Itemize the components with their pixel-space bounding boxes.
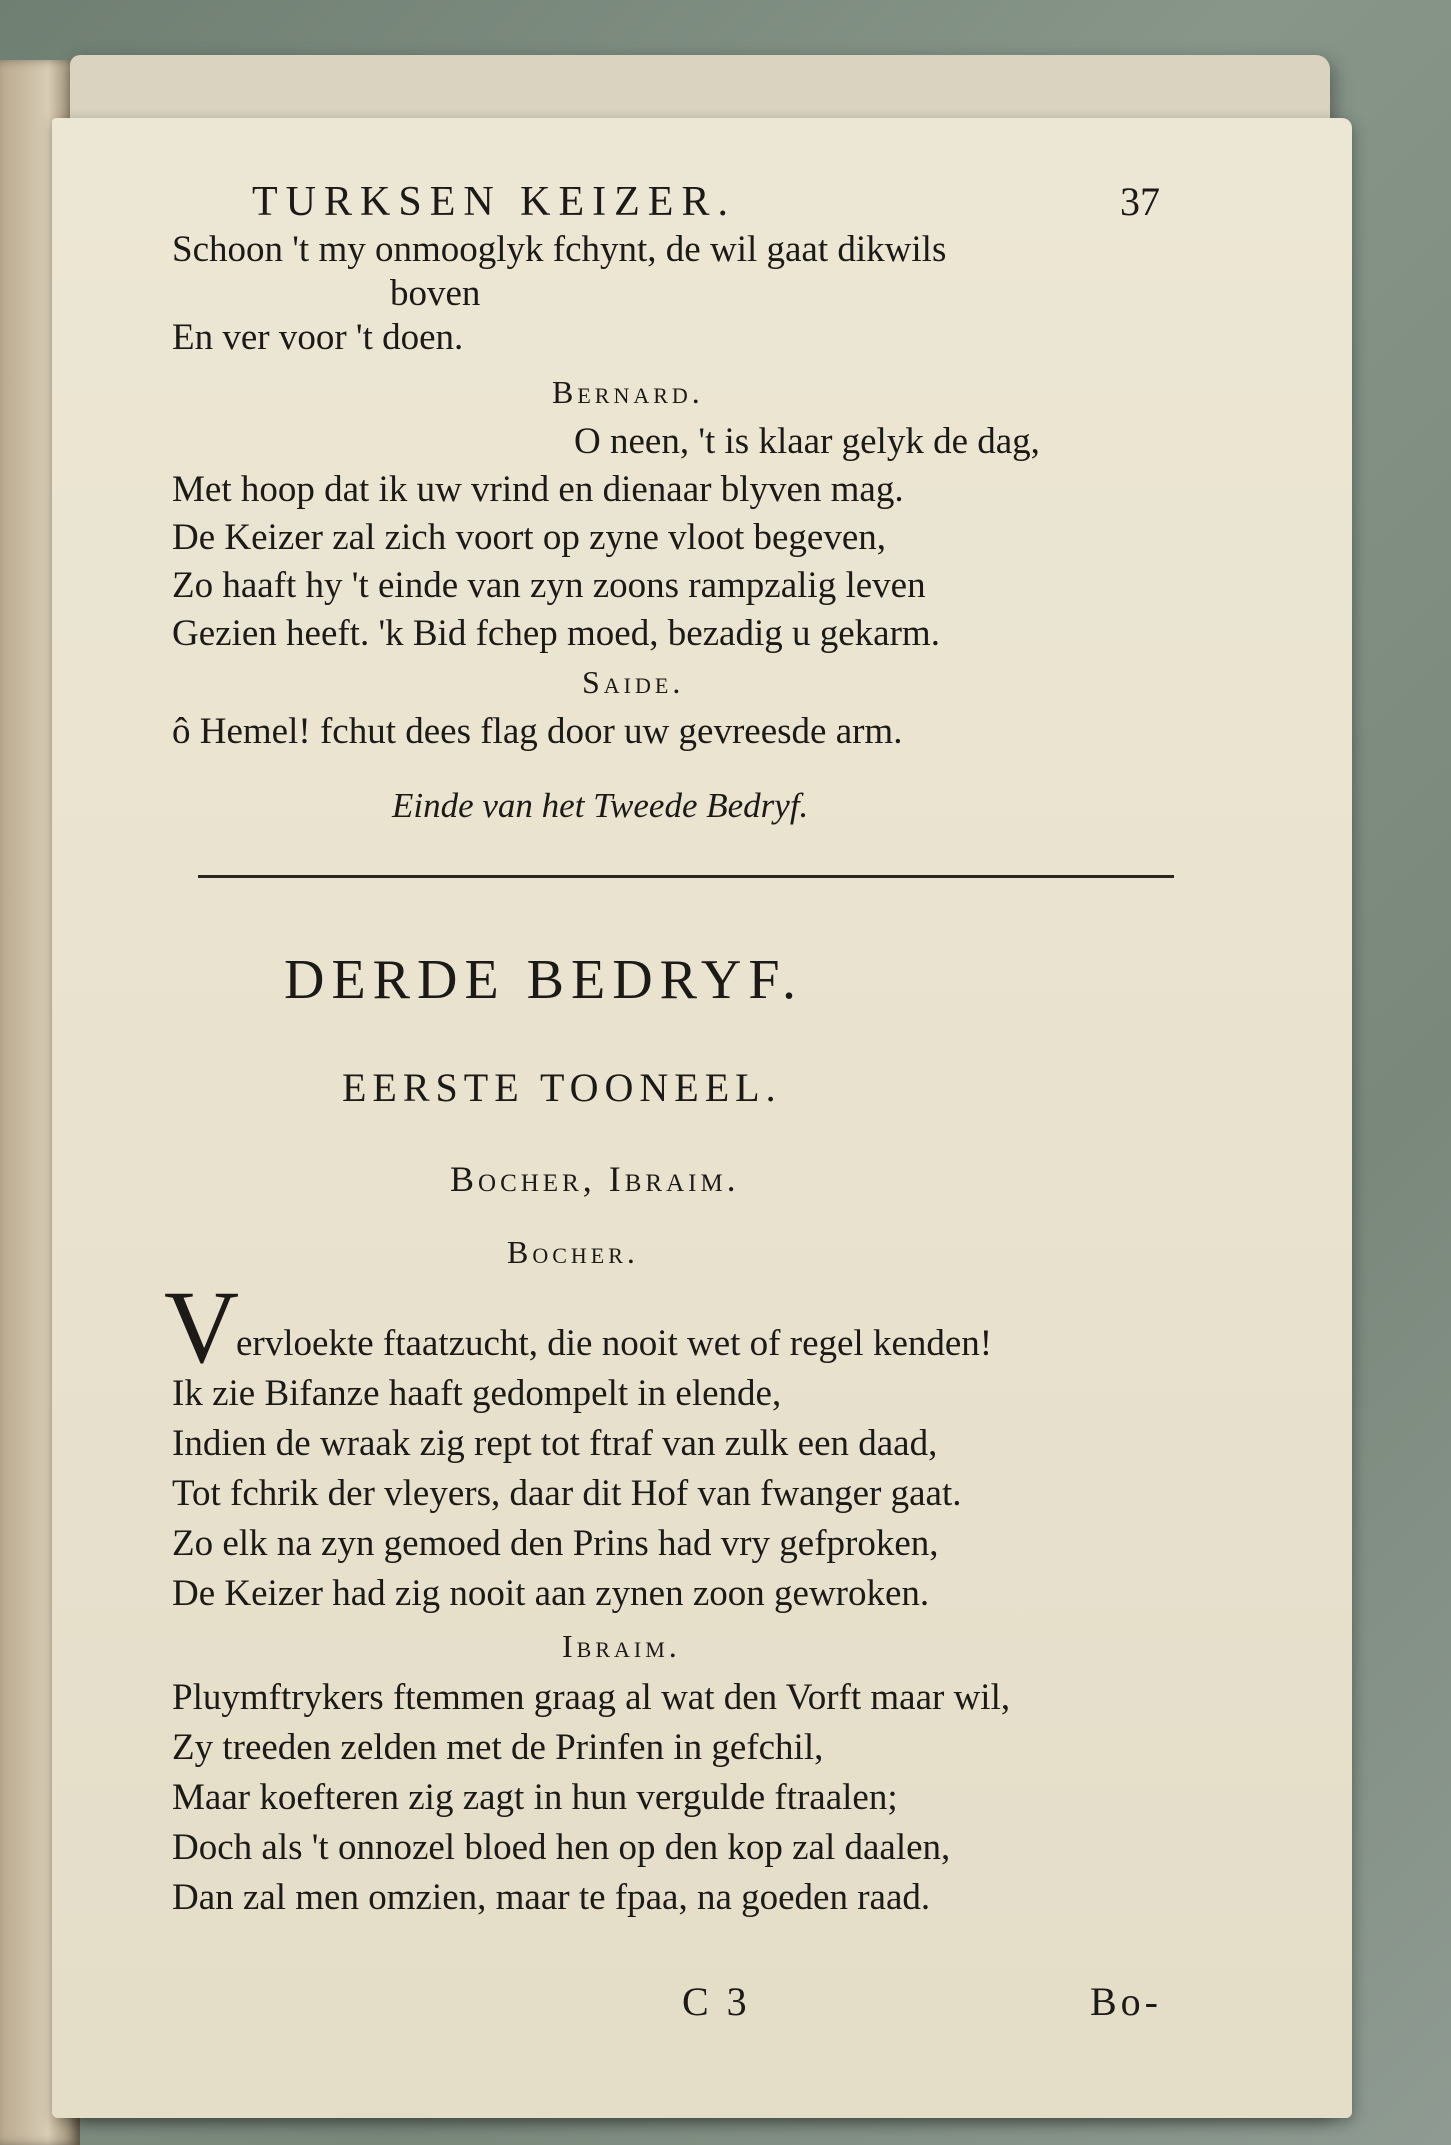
- verse-line: Schoon 't my onmooglyk fchynt, de wil gaat dikwils: [172, 229, 947, 270]
- verse-line: ervloekte ftaatzucht, die nooit wet of regel kenden!: [236, 1323, 993, 1364]
- section-divider: [198, 875, 1174, 878]
- verse-line: Maar koefteren zig zagt in hun vergulde ftraalen;: [172, 1777, 898, 1818]
- verse-line: Doch als 't onnozel bloed hen op den kop zal daalen,: [172, 1827, 951, 1868]
- signature-mark: C 3: [682, 1979, 751, 2024]
- verse-line: Zo elk na zyn gemoed den Prins had vry gefproken,: [172, 1523, 939, 1564]
- book-page: [52, 118, 1352, 2118]
- verse-line: De Keizer zal zich voort op zyne vloot begeven,: [172, 517, 887, 558]
- verse-line: Dan zal men omzien, maar te fpaa, na goeden raad.: [172, 1877, 931, 1918]
- verse-line: Pluymftrykers ftemmen graag al wat den Vorft maar wil,: [172, 1677, 1011, 1718]
- verse-line: En ver voor 't doen.: [172, 317, 464, 358]
- verse-line: De Keizer had zig nooit aan zynen zoon gewroken.: [172, 1573, 930, 1614]
- verse-line: Indien de wraak zig rept tot ftraf van zulk een daad,: [172, 1423, 938, 1464]
- end-of-act-note: Einde van het Tweede Bedryf.: [392, 786, 809, 825]
- verse-line: Ik zie Bifanze haaft gedompelt in elende,: [172, 1373, 782, 1414]
- page-number: 37: [1120, 179, 1160, 224]
- speaker-name: Saide.: [582, 664, 685, 700]
- verse-line: Zy treeden zelden met de Prinfen in gefchil,: [172, 1727, 824, 1768]
- verse-line: boven: [390, 273, 481, 314]
- running-head-title: TURKSEN KEIZER.: [252, 179, 736, 225]
- scene-heading: EERSTE TOONEEL.: [342, 1065, 782, 1110]
- verse-line: Zo haaft hy 't einde van zyn zoons rampzalig leven: [172, 565, 926, 606]
- speaker-name: Bocher.: [507, 1234, 639, 1270]
- speaker-name: Bernard.: [552, 374, 704, 410]
- verse-line: Met hoop dat ik uw vrind en dienaar blyven mag.: [172, 469, 904, 510]
- verse-line: ô Hemel! fchut dees flag door uw gevreesde arm.: [172, 711, 903, 752]
- characters-on-stage: Bocher, Ibraim.: [450, 1159, 740, 1199]
- verse-line: Tot fchrik der vleyers, daar dit Hof van fwanger gaat.: [172, 1473, 962, 1514]
- speaker-name: Ibraim.: [562, 1628, 681, 1664]
- drop-cap: V: [164, 1270, 240, 1385]
- verse-line: Gezien heeft. 'k Bid fchep moed, bezadig u gekarm.: [172, 613, 940, 654]
- catchword: Bo-: [1090, 1979, 1162, 2024]
- verse-line: O neen, 't is klaar gelyk de dag,: [574, 421, 1040, 462]
- act-heading: DERDE BEDRYF.: [284, 949, 804, 1011]
